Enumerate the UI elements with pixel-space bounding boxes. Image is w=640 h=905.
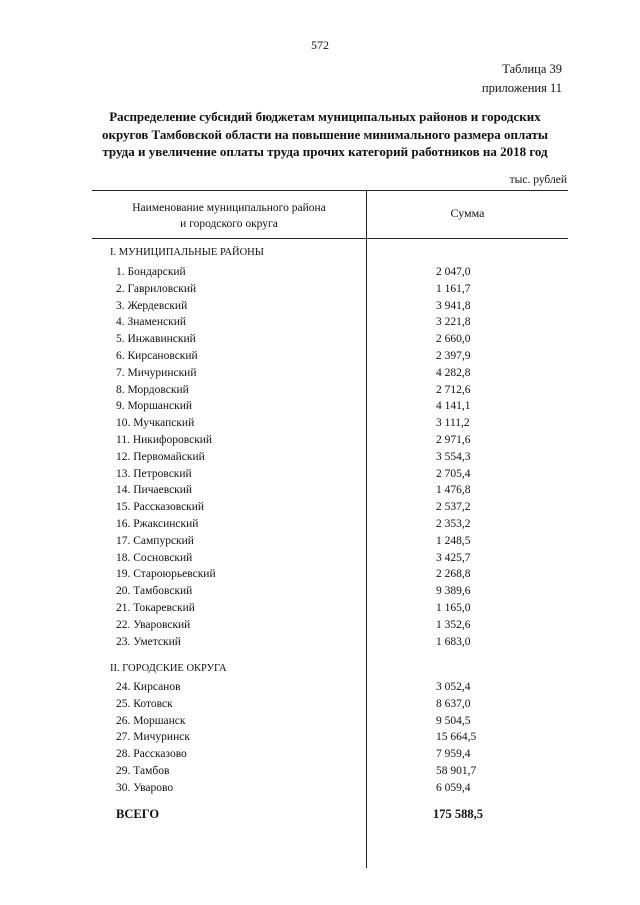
table-row [116,316,536,333]
table-row [116,300,536,317]
row-name: 25. Котовск [116,697,173,710]
row-value: 2 397,9 [436,350,471,362]
row-value: 2 971,6 [436,434,471,446]
table-row [116,333,536,350]
section-heading-districts: I. МУНИЦИПАЛЬНЫЕ РАЙОНЫ [110,247,264,258]
table-row [116,468,536,485]
row-value: 7 959,4 [436,748,471,761]
row-name: 29. Тамбов [116,765,170,777]
row-name: 1. Бондарский [116,266,186,278]
row-value: 1 352,6 [436,618,471,631]
units-label: тыс. рублей [509,174,567,186]
table-row [116,765,536,782]
row-name: 5. Инжавинский [116,333,196,346]
row-value: 15 664,5 [436,731,477,744]
table-row [116,552,536,569]
table-reference [482,60,562,98]
table-row [116,484,536,501]
table-row [116,698,536,715]
table-row [116,367,536,384]
table-row [116,417,536,434]
row-value: 3 052,4 [436,681,471,693]
row-value: 1 248,5 [436,534,471,547]
row-name: 2. Гавриловский [116,282,197,295]
table-row [116,748,536,765]
title-line-1: Распределение субсидий бюджетам муниципальных районов и городских [109,109,541,124]
row-name: 7. Мичуринский [116,366,197,379]
table-row [116,266,536,283]
row-value: 4 282,8 [436,366,471,379]
table-row [116,731,536,748]
row-value: 1 165,0 [436,602,471,614]
row-name: 4. Знаменский [116,316,187,329]
column-header-name [92,200,366,232]
row-name: 17. Сампурский [116,534,194,547]
row-value: 1 161,7 [436,282,471,295]
table-top-border [92,190,568,191]
row-name: 9. Моршанский [116,400,193,413]
table-row [116,350,536,367]
table-row [116,681,536,698]
row-value: 3 111,2 [436,417,470,430]
row-value: 58 901,7 [436,765,477,777]
table-row [116,451,536,468]
row-value: 2 353,2 [436,518,471,530]
column-header-name-line2: и городского округа [180,218,278,230]
table-row [116,384,536,401]
row-name: 18. Сосновский [116,551,193,564]
row-value: 2 047,0 [436,266,471,278]
row-value: 2 712,6 [436,383,471,396]
row-name: 14. Пичаевский [116,484,193,497]
table-row [116,400,536,417]
section-heading-city-districts: II. ГОРОДСКИЕ ОКРУГА [110,663,227,674]
row-name: 11. Никифоровский [116,434,213,446]
row-value: 3 221,8 [436,316,471,329]
table-row [116,636,536,653]
document-title [90,108,560,161]
row-name: 20. Тамбовский [116,585,193,598]
row-name: 8. Мордовский [116,383,189,396]
row-name: 12. Первомайский [116,450,205,463]
row-value: 3 554,3 [436,450,471,463]
row-name: 27. Мичуринск [116,731,190,744]
row-name: 3. Жердевский [116,299,188,312]
row-name: 6. Кирсановский [116,350,198,362]
title-line-3: труда и увеличение оплаты труда прочих категорий работников на 2018 год [102,144,548,159]
row-name: 13. Петровский [116,467,192,480]
row-name: 23. Уметский [116,635,181,648]
header-bottom-border [92,238,568,239]
table-number: Таблица 39 [502,62,562,76]
row-name: 15. Рассказовский [116,501,205,514]
table-row [116,602,536,619]
table-row [116,434,536,451]
row-name: 21. Токаревский [116,602,195,614]
table-row [116,518,536,535]
row-value: 1 683,0 [436,635,471,648]
total-label: ВСЕГО [116,807,160,821]
row-value: 8 637,0 [436,697,471,710]
title-line-2: округов Тамбовской области на повышение минимального размера оплаты [101,126,549,142]
row-name: 26. Моршанск [116,714,186,727]
appendix-number: приложения 11 [481,81,562,95]
row-name: 30. Уварово [116,781,174,794]
table-row [116,715,536,732]
row-value: 9 389,6 [436,585,471,598]
row-value: 3 941,8 [436,299,471,312]
row-value: 2 537,2 [436,501,471,514]
table-row [116,501,536,518]
row-value: 1 476,8 [436,484,471,497]
table-row [116,568,536,585]
column-header-sum: Сумма [450,206,485,220]
row-value: 9 504,5 [436,714,471,727]
row-value: 2 705,4 [436,467,471,480]
row-name: 16. Ржаксинский [116,518,199,530]
row-name: 24. Кирсанов [116,681,181,693]
row-name: 10. Мучкапский [116,417,195,430]
row-name: 22. Уваровский [116,618,191,631]
row-value: 2 660,0 [436,333,471,346]
page-number: 572 [311,38,329,52]
row-value: 4 141,1 [436,400,471,413]
column-header-name-line1: Наименование муниципального района [132,202,326,214]
table-row [116,535,536,552]
row-value: 6 059,4 [436,781,471,794]
total-value: 175 588,5 [433,807,483,821]
table-row [116,585,536,602]
row-value: 3 425,7 [436,551,471,564]
table-row [116,283,536,300]
table-row [116,619,536,636]
row-name: 28. Рассказово [116,748,187,761]
row-value: 2 268,8 [436,568,471,581]
row-name: 19. Староюрьевский [116,568,216,581]
table-row [116,782,536,799]
